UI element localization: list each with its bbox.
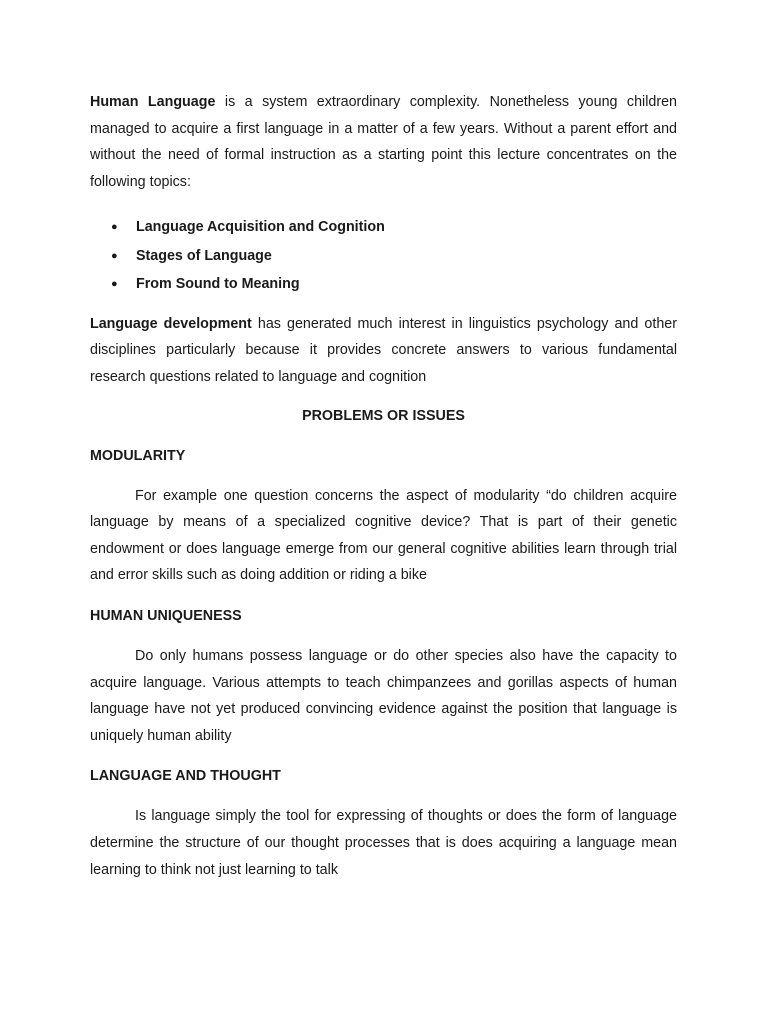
language-and-thought-paragraph: Is language simply the tool for expressing of thoughts or does the form of language determine the structure of our thought processes that is does acquiring a language mean learning to think not just learning to talk [90, 808, 677, 878]
problems-heading: PROBLEMS OR ISSUES [302, 407, 465, 424]
human-uniqueness-heading: HUMAN UNIQUENESS [90, 608, 242, 625]
human-uniqueness-paragraph: Do only humans possess language or do other species also have the capacity to acquire language. Various attempts to teach chimpanzees and gorillas aspects of human language have not yet produced convincing evidence against the position that language is uniquely human ability [90, 648, 677, 744]
bullet-icon: ● [111, 221, 118, 234]
topic-label: Stages of Language [136, 247, 272, 264]
modularity-paragraph: For example one question concerns the aspect of modularity “do children acquire language by means of a specialized cognitive device? That is part of their genetic endowment or does language emerge from our general cognitive abilities learn through trial and error skills such as doing addition or riding a bike [90, 487, 677, 584]
list-item [90, 270, 677, 299]
bullet-icon: ● [111, 249, 118, 262]
bullet-icon: ● [111, 278, 118, 291]
intro-text: is a system extraordinary complexity. Nonetheless young children managed to acquire a first language in a matter of a few years. Without a parent effort and without the need of formal instruction as a starting point this lecture concentrates on the following topics: [90, 94, 677, 190]
development-paragraph [90, 311, 677, 391]
intro-bold-term: Human Language [90, 94, 216, 110]
document-page [90, 89, 677, 883]
list-item [90, 242, 677, 271]
list-item [90, 213, 677, 242]
development-bold-term: Language development [90, 315, 252, 332]
topic-list [90, 213, 677, 299]
intro-paragraph [90, 89, 677, 195]
topic-label: From Sound to Meaning [136, 276, 300, 293]
topic-label: Language Acquisition and Cognition [136, 219, 385, 236]
modularity-heading: MODULARITY [90, 447, 186, 464]
development-text: has generated much interest in linguistics psychology and other disciplines particularly because it provides concrete answers to various fundamental research questions related to language and cognition [90, 315, 677, 386]
language-and-thought-heading: LANGUAGE AND THOUGHT [90, 768, 281, 785]
